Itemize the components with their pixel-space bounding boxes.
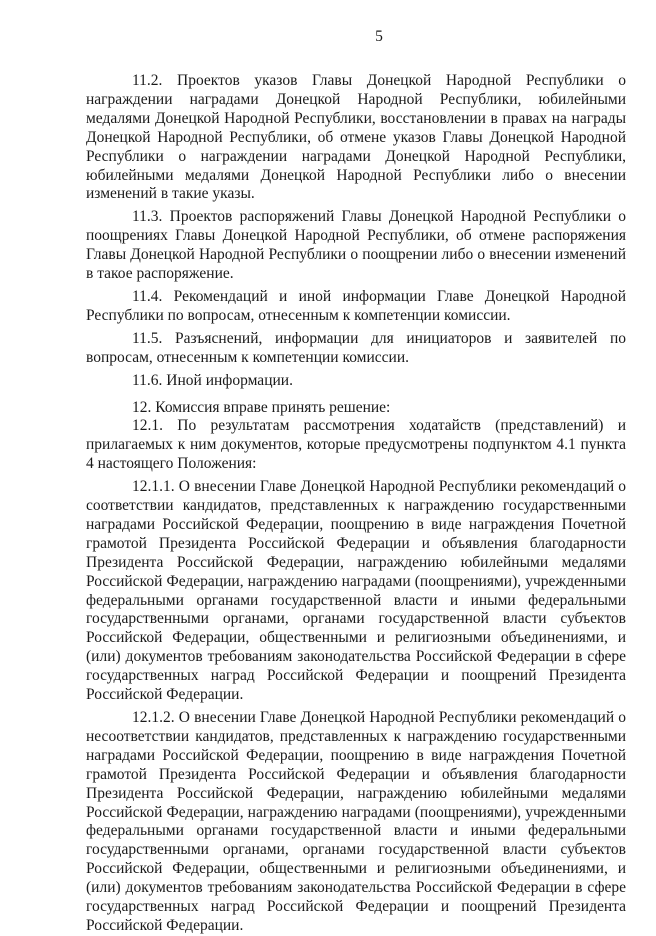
paragraph-12-1-2: 12.1.2. О внесении Главе Донецкой Народной Республики рекомендаций о несоответствии кандидатов, представленных к награждению государственными наградами Российской Федерации, поощрению в виде награждения Почетной грамотой Президента Российской Федерации и объявления благодарности Президента Российской Федерации, награждению юбилейными медалями Российской Федерации, награждению наградами (поощрениями), учрежденными федеральными органами государственной власти и иными федеральными государственными органами, органами государственной власти субъектов Российской Федерации, общественными и религиозными объединениями, и (или) документов требованиям законодательства Российской Федерации в сфере государственных наград Российской Федерации и поощрений Президента Российской Федерации. (86, 709, 626, 934)
paragraph-11-3: 11.3. Проектов распоряжений Главы Донецкой Народной Республики о поощрениях Главы Донецкой Народной Республики, об отмене распоряжения Главы Донецкой Народной Республики о поощрении либо о внесении изменений в такое распоряжение. (86, 208, 626, 283)
paragraph-11-4: 11.4. Рекомендаций и иной информации Главе Донецкой Народной Республики по вопросам, отнесенным к компетенции комиссии. (86, 287, 626, 324)
paragraph-12: 12. Комиссия вправе принять решение: (132, 398, 391, 416)
paragraph-11-5: 11.5. Разъяснений, информации для инициаторов и заявителей по вопросам, отнесенным к компетенции комиссии. (86, 329, 626, 366)
page-number: 5 (375, 28, 383, 45)
paragraph-12-1-1: 12.1.1. О внесении Главе Донецкой Народной Республики рекомендаций о соответствии кандидатов, представленных к награждению государственными наградами Российской Федерации, поощрению в виде награждения Почетной грамотой Президента Российской Федерации и объявления благодарности Президента Российской Федерации, награждению юбилейными медалями Российской Федерации, награждению наградами (поощрениями), учрежденными федеральными органами государственной власти и иными федеральными государственными органами, органами государственной власти субъектов Российской Федерации, общественными и религиозными объединениями, и (или) документов требованиям законодательства Российской Федерации в сфере государственных наград Российской Федерации и поощрений Президента Российской Федерации. (86, 478, 626, 704)
paragraph-12-1: 12.1. По результатам рассмотрения ходатайств (представлений) и прилагаемых к ним документов, которые предусмотрены подпунктом 4.1 пункта 4 настоящего Положения: (86, 417, 626, 473)
paragraph-11-6: 11.6. Иной информации. (132, 371, 293, 389)
paragraph-11-2: 11.2. Проектов указов Главы Донецкой Народной Республики о награждении наградами Донецкой Народной Республики, юбилейными медалями Донецкой Народной Республики, восстановлении в правах на награды Донецкой Народной Республики, об отмене указов Главы Донецкой Народной Республики о награждении наградами Донецкой Народной Республики, юбилейными медалями Донецкой Народной Республики либо о внесении изменений в такие указы. (86, 72, 626, 203)
